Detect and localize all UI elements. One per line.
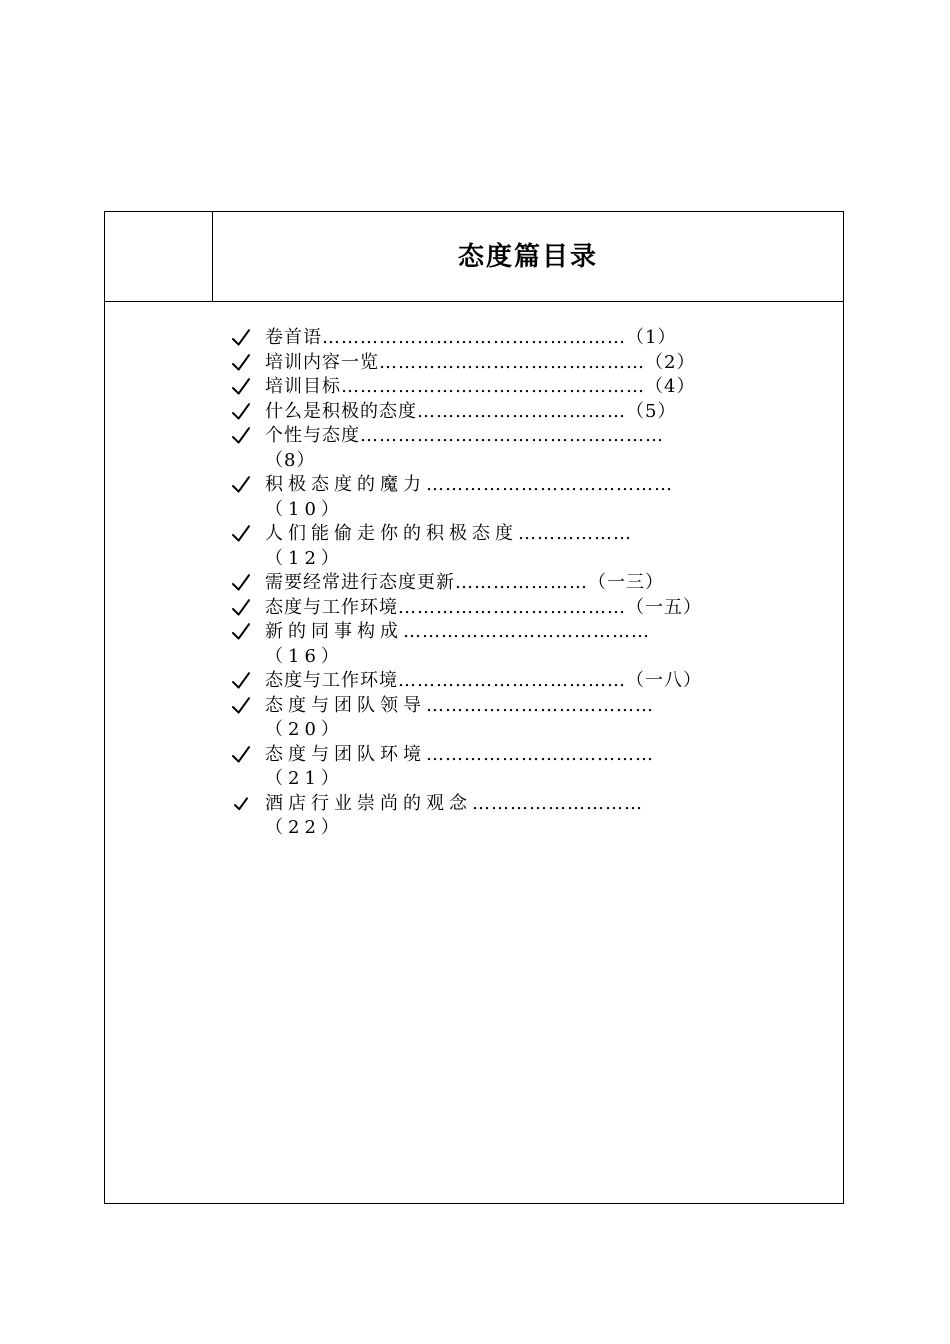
toc-leader-dots: ………………………………………… <box>360 425 664 446</box>
checkmark-icon <box>229 571 253 595</box>
toc-entry-title: 酒店行业崇尚的观念 <box>265 792 472 814</box>
toc-entry-page: （22） <box>265 817 344 838</box>
toc-entry <box>229 596 709 621</box>
toc-leader-dots: ………………………………… <box>403 621 650 642</box>
checkmark-icon <box>229 400 253 424</box>
toc-leader-dots: ……………… <box>518 523 632 544</box>
toc-leader-dots: …………………………… <box>417 400 626 422</box>
toc-leader-dots: ……………………………… <box>426 743 654 765</box>
header-row <box>105 212 843 302</box>
checkmark-icon <box>229 351 253 375</box>
checkmark-icon <box>229 375 253 399</box>
toc-entry-page: （1） <box>626 327 677 348</box>
toc-frame <box>104 211 844 1204</box>
checkmark-icon <box>229 424 253 448</box>
toc-leader-dots: ……………………………… <box>398 670 626 691</box>
checkmark-icon <box>229 596 253 620</box>
toc-entry <box>229 424 709 473</box>
checkmark-icon <box>229 522 253 546</box>
toc-entry <box>229 669 709 694</box>
checkmark-icon <box>229 743 253 767</box>
toc-entry <box>229 694 709 743</box>
toc-entry-title: 积极态度的魔力 <box>265 474 426 495</box>
checkmark-icon <box>229 792 253 816</box>
toc-entry-page: （一三） <box>588 572 664 593</box>
header-blank-cell <box>105 212 213 301</box>
toc-leader-dots: ………………………………………… <box>341 376 645 397</box>
toc-leader-dots: …………………………………… <box>379 351 645 373</box>
toc-entry <box>229 620 709 669</box>
toc-entry-page: （16） <box>265 645 344 667</box>
toc-entry-title: 需要经常进行态度更新 <box>265 572 455 593</box>
toc-leader-dots: ………………… <box>455 572 588 593</box>
toc-entry <box>229 743 709 792</box>
toc-entry-page: （21） <box>265 768 344 789</box>
checkmark-icon <box>229 694 253 718</box>
toc-entry-page: （2） <box>645 351 696 373</box>
toc-entry <box>229 351 709 376</box>
toc-entry <box>229 473 709 522</box>
toc-entry-page: （8） <box>265 449 316 471</box>
toc-entry <box>229 326 709 351</box>
toc-entry-title: 个性与态度 <box>265 425 360 446</box>
toc-entry <box>229 400 709 425</box>
toc-entry-title: 新的同事构成 <box>265 621 403 642</box>
checkmark-icon <box>229 669 253 693</box>
checkmark-icon <box>229 620 253 644</box>
toc-entry-page: （一五） <box>626 596 702 618</box>
toc-entry-title: 人们能偷走你的积极态度 <box>265 523 518 544</box>
toc-entry-page: （10） <box>265 498 344 520</box>
toc-leader-dots: ……………………………… <box>398 596 626 618</box>
toc-entry <box>229 792 709 841</box>
toc-entry-page: （4） <box>645 376 696 397</box>
toc-entry-title: 什么是积极的态度 <box>265 400 417 422</box>
toc-entry-page: （一八） <box>626 670 702 691</box>
toc-entry-page: （12） <box>265 547 344 569</box>
toc-entry <box>229 571 709 596</box>
toc-leader-dots: ………………………………… <box>426 474 673 495</box>
toc-entry-title: 态度与工作环境 <box>265 596 398 618</box>
page-title: 态度篇目录 <box>457 242 598 272</box>
checkmark-icon <box>229 473 253 497</box>
toc-leader-dots: ………………………………………… <box>322 327 626 348</box>
toc-entry-page: （20） <box>265 719 344 740</box>
toc-entry-title: 态度与团队环境 <box>265 743 426 765</box>
toc-entry-title: 培训目标 <box>265 376 341 397</box>
toc-entry-page: （5） <box>626 400 677 422</box>
table-of-contents <box>229 326 709 841</box>
toc-leader-dots: ……………………… <box>472 792 643 814</box>
toc-entry <box>229 522 709 571</box>
toc-entry-title: 培训内容一览 <box>265 351 379 373</box>
toc-entry-title: 态度与团队领导 <box>265 694 426 716</box>
toc-entry-title: 卷首语 <box>265 327 322 348</box>
toc-entry <box>229 375 709 400</box>
toc-leader-dots: ……………………………… <box>426 694 654 716</box>
toc-entry-title: 态度与工作环境 <box>265 670 398 691</box>
checkmark-icon <box>229 326 253 350</box>
